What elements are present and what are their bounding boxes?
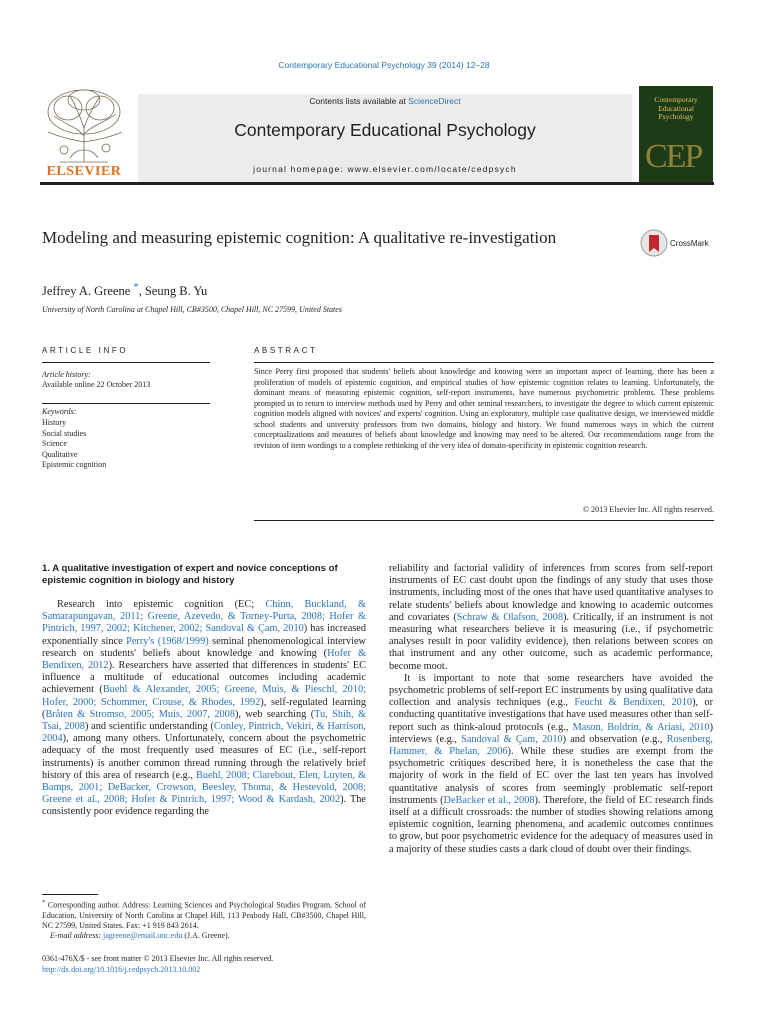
footnote-email-line xyxy=(42,931,366,941)
body-text: seminal phenomenological interview research on students' beliefs about knowledge and knowing ( xyxy=(42,635,366,659)
author-separator: , xyxy=(138,284,145,299)
divider xyxy=(42,403,210,404)
citation-link[interactable]: Hofer & Bendixen, 2012 xyxy=(42,647,366,672)
keyword-list xyxy=(42,418,106,471)
body-text: ), or conducting quantitative investigations that have used measures other than self-report such as think-aloud protocols (e.g., xyxy=(389,697,713,733)
footnote-rule xyxy=(42,894,98,895)
email-label: E-mail address: xyxy=(50,931,104,941)
body-text: Research into epistemic cognition (EC; xyxy=(57,599,266,610)
body-text: ), self-regulated learning ( xyxy=(42,696,366,720)
citation-link[interactable]: Buehl, 2008; Clarebout, Elen, Luyten, & Bamps, 2001; DeBacker, Crowson, Beesley, Thoma, & Hestevold, 2008; Greene et al., 2008; Hofer & Pintrich, 1997; Wood & Kardash, 2002 xyxy=(42,769,366,806)
citation-link[interactable]: Chinn, Buckland, & Samarapungavan, 2011; Greene, Azevedo, & Torney-Purta, 2008; Hofer & Pintrich, 1997, 2002; Kitchener, 2002; Sandoval & Çam, 2010 xyxy=(42,599,366,635)
footnote-text: Corresponding author. Address: Learning Sciences and Psychological Studies Program, School of Education, University of North Carolina at Chapel Hill, 113 Peabody Hall, CB#3500, Chapel Hill, NC 27599, United States. Fax: +1 919 843 2614. xyxy=(42,900,366,931)
body-text: ). Researchers have asserted that differences in students' EC influence a multitude of educational outcomes including academic achievement ( xyxy=(42,660,366,696)
body-text: ). The consistently poor evidence regarding the xyxy=(42,794,366,818)
keywords-label: Keywords: xyxy=(42,407,77,416)
citation-link[interactable]: Mason, Boldrin, & Ariasi, 2010 xyxy=(572,721,710,733)
section-heading: 1. A qualitative investigation of expert and novice conceptions of epistemic cognition in biology and history xyxy=(42,563,338,586)
citation-link[interactable]: Conley, Pintrich, Vekiri, & Harrison, 2004 xyxy=(42,721,366,745)
citation-link[interactable]: DeBacker et al., 2008 xyxy=(443,794,535,806)
corresponding-author-mark[interactable]: * xyxy=(133,282,139,293)
affiliation: University of North Carolina at Chapel Hill, CB#3500, Chapel Hill, NC 27599, United States xyxy=(42,305,342,314)
footnote-corresponding xyxy=(42,898,366,931)
body-text: ) and observation (e.g., xyxy=(562,733,667,745)
keyword: Science xyxy=(42,439,67,448)
body-text: ) and scientific understanding ( xyxy=(84,721,214,733)
body-text: ). While these studies are exempt from the psychometric critiques described here, it is nonetheless the case that the majority of work in the field of EC over the last ten years has involved quantitative analysis of scores from seemingly problematic self-report instruments ( xyxy=(389,746,713,806)
issn-line: 0361-476X/$ - see front matter © 2013 Elsevier Inc. All rights reserved. xyxy=(42,954,274,963)
contents-line xyxy=(138,96,632,106)
author-name: Seung B. Yu xyxy=(144,284,208,299)
divider xyxy=(254,520,714,521)
citation-link[interactable]: Tu, Shih, & Tsai, 2008 xyxy=(42,708,366,733)
keyword: History xyxy=(42,418,66,427)
cover-abbrev: CEP xyxy=(645,138,702,175)
article-title: Modeling and measuring epistemic cognition: A qualitative re-investigation xyxy=(42,228,557,247)
body-text: ). Critically, if an instrument is not measuring what researchers believe it is measuring (i.e., if psychometric analyses result in poor validity evidence), then relations between scores on that instrument and any other outcome, such as academic performance, become moot. xyxy=(389,611,713,672)
history-value: Available online 22 October 2013 xyxy=(42,380,151,389)
abstract-copyright: © 2013 Elsevier Inc. All rights reserved. xyxy=(582,505,714,514)
author-name: Jeffrey A. Greene xyxy=(42,284,131,299)
citation-link[interactable]: Perry's (1968/1999) xyxy=(126,635,209,647)
citation-link[interactable]: Rosenberg, Hammer, & Phelan, 2006 xyxy=(389,733,713,758)
body-paragraph xyxy=(389,673,713,856)
body-text: ) interviews (e.g., xyxy=(389,721,713,745)
doi-link[interactable]: http://dx.doi.org/10.1016/j.cedpsych.2013.10.002 xyxy=(42,965,201,974)
body-text: ) has increased exponentially since xyxy=(42,623,366,647)
article-info-heading: ARTICLE INFO xyxy=(42,346,129,355)
abstract-heading: ABSTRACT xyxy=(254,346,318,355)
journal-citation[interactable]: Contemporary Educational Psychology 39 (2014) 12–28 xyxy=(278,60,490,70)
body-text: ), among many others. Unfortunately, concern about the psychometric adequacy of the most frequently used measures of EC (i.e., self-report instruments) is another common thread running through the relatively brief history of this area of research (e.g., xyxy=(42,733,366,781)
body-text: ). Therefore, the field of EC research finds itself at a difficult crossroads: the number of studies showing relations among epistemic cognition, learning phenomena, and academic outcomes continues to grow, but poor psychometric evidence for the adequacy of measures used in a majority of these studies casts a dark cloud of doubt over their findings. xyxy=(389,794,713,855)
body-column-right xyxy=(389,563,713,856)
abstract-text: Since Perry first proposed that students' beliefs about knowledge and knowing were an important aspect of learning, there has been a proliferation of models of epistemic cognition, and empirical studies of how epistemic cognition relates to learning. Unfortunately, the dominant means of measuring epistemic cognition, self-report instruments, have numerous psychometric problems. These problems prompted us to return to interview methods used by Perry and other seminal researchers, to investigate the degree to which current epistemic cognition models aligned with novices' and experts' cognition. Using an exploratory, multiple case qualitative design, we interviewed middle school students and university professors from two domains, biology and history. We found numerous ways in which the current conceptualizations and measures of beliefs about knowledge and knowing may need to be altered. Our recommendations range from the revision of item wordings to a complete rethinking of the very idea of domain-specificity in epistemic cognition research. xyxy=(254,367,714,450)
footnote-mark: * xyxy=(42,899,46,906)
publisher-logo-text: ELSEVIER xyxy=(46,164,122,179)
body-text: reliability and factorial validity of inferences from scores from self-report instruments of EC cast doubt upon the findings of any study that uses those instruments, including most of the ones that have used quantitative analyses to relate students' beliefs about knowledge and knowing to academic outcomes and covariates ( xyxy=(389,563,713,623)
contents-prefix: Contents lists available at xyxy=(309,96,409,106)
issn-block xyxy=(42,953,273,975)
citation-link[interactable]: Buehl & Alexander, 2005; Greene, Muis, & Pieschl, 2010; Hofer, 2000; Schommer, Crouse, & Rhodes, 1992 xyxy=(42,684,366,708)
body-text: It is important to note that some researchers have avoided the psychometric problems of self-report EC instruments by using qualitative data collection and analysis techniques (e.g., xyxy=(389,672,713,709)
journal-homepage[interactable]: journal homepage: www.elsevier.com/locate/cedpsych xyxy=(253,164,517,174)
email-link[interactable]: jagreene@email.unc.edu xyxy=(103,931,183,941)
footnote xyxy=(42,898,366,941)
history-label: Article history: xyxy=(42,370,91,379)
citation-link[interactable]: Sandoval & Çam, 2010 xyxy=(461,733,563,745)
keyword: Qualitative xyxy=(42,449,78,459)
cover-title: Contemporary Educational Psychology xyxy=(654,95,698,121)
journal-title: Contemporary Educational Psychology xyxy=(234,120,536,140)
author-list xyxy=(42,282,207,299)
journal-cover-image xyxy=(639,86,713,182)
keyword: Social studies xyxy=(42,428,87,438)
header-rule xyxy=(40,182,714,185)
email-suffix: (J.A. Greene). xyxy=(182,931,230,941)
elsevier-tree-icon xyxy=(40,86,128,164)
citation-link[interactable]: Schraw & Olafson, 2008 xyxy=(456,611,563,623)
crossmark-label: CrossMark xyxy=(670,239,709,248)
body-paragraph xyxy=(42,599,366,819)
body-column-left xyxy=(42,563,366,819)
body-paragraph xyxy=(389,563,713,673)
crossmark-icon xyxy=(640,229,668,257)
citation-link[interactable]: Feucht & Bendixen, 2010 xyxy=(574,697,693,709)
divider xyxy=(254,362,714,363)
divider xyxy=(42,362,210,363)
body-text: ), web searching ( xyxy=(234,708,315,720)
sciencedirect-link[interactable]: ScienceDirect xyxy=(408,96,461,106)
journal-banner xyxy=(138,94,632,184)
elsevier-logo xyxy=(40,86,128,182)
citation-link[interactable]: Bråten & Stromso, 2005; Muis, 2007, 2008 xyxy=(45,708,235,720)
crossmark-button[interactable] xyxy=(640,229,720,259)
keyword: Epistemic cognition xyxy=(42,460,107,469)
